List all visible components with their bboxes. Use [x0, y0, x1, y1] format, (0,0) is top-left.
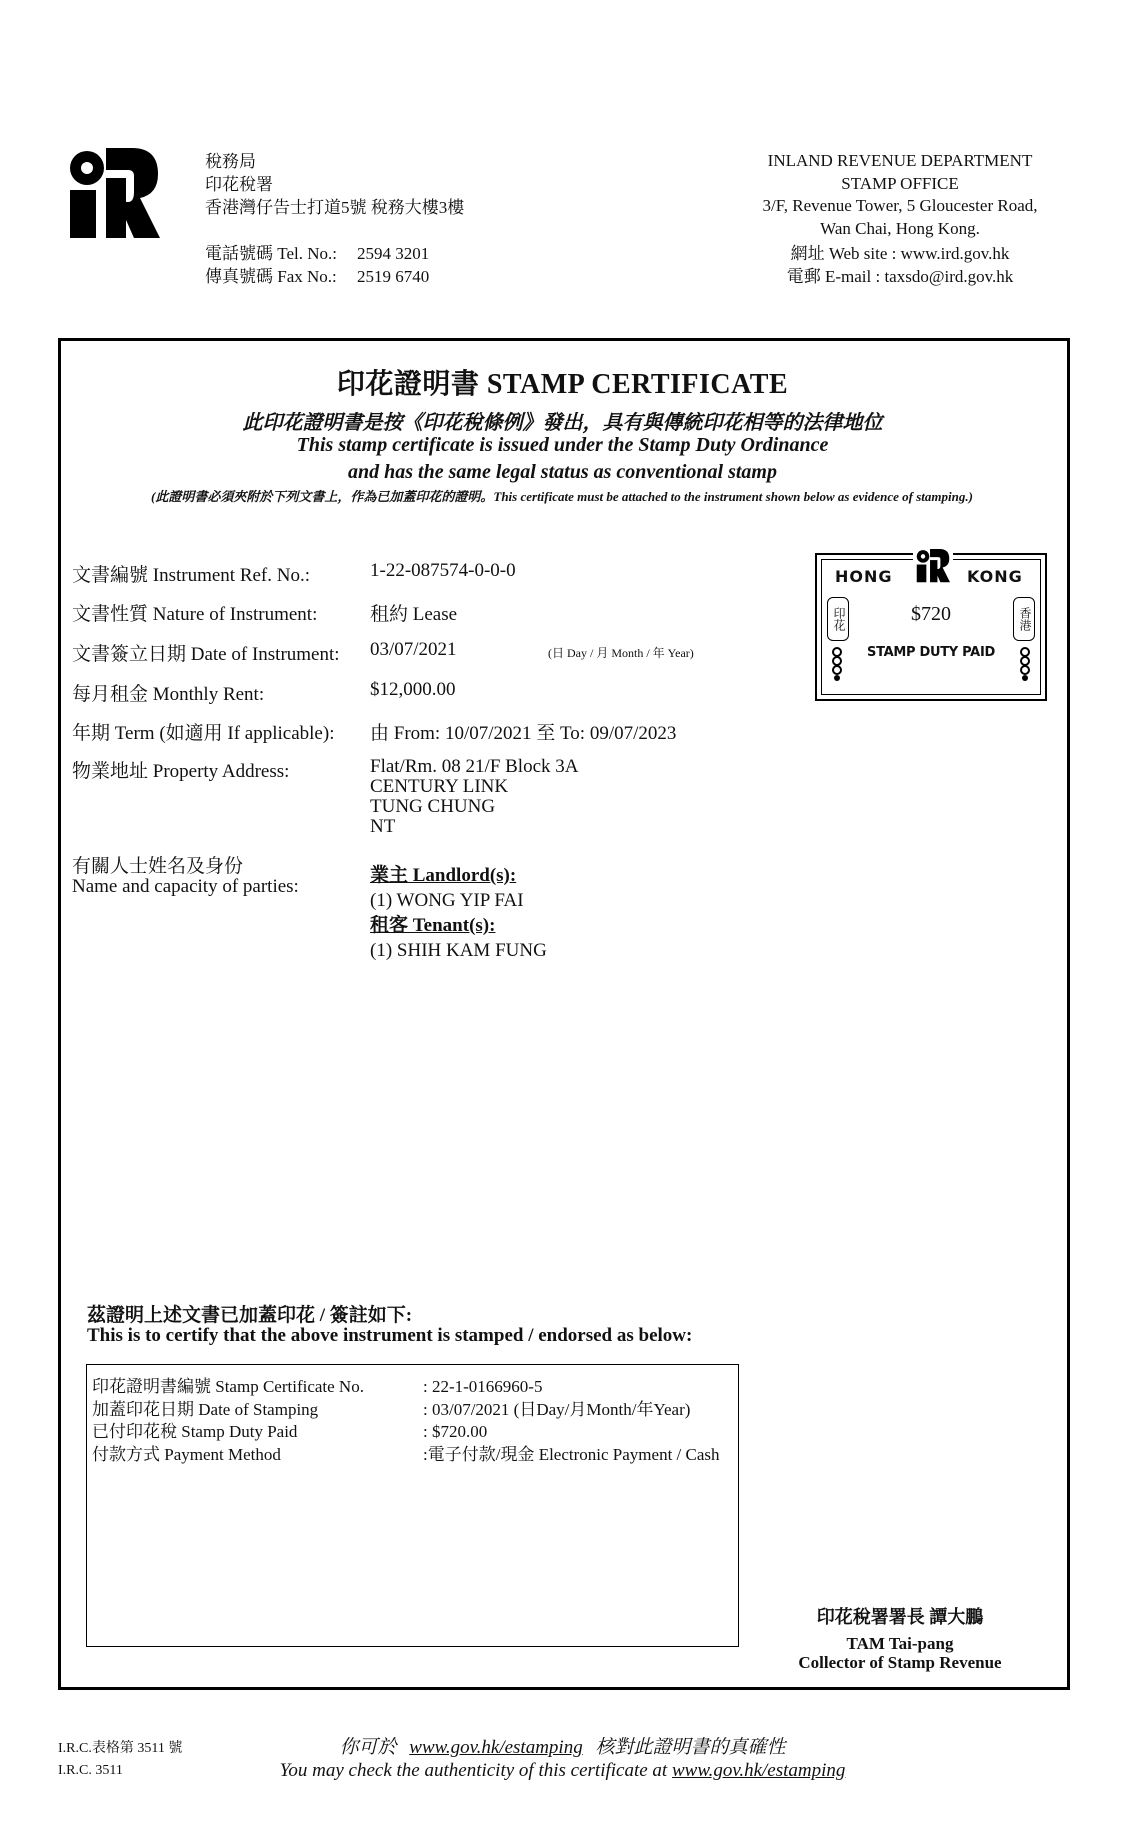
landlord-name: (1) WONG YIP FAI	[370, 890, 524, 911]
date-format-hint: (日 Day / 月 Month / 年 Year)	[548, 646, 694, 660]
form-number-zh: I.R.C.表格第 3511 號	[58, 1741, 183, 1756]
stamping-details-box	[86, 1364, 739, 1647]
office-zh-line1: 稅務局	[205, 152, 256, 171]
subtitle-en-line1: This stamp certificate is issued under the Stamp Duty Ordinance	[296, 434, 829, 456]
email: 電郵 E-mail : taxsdo@ird.gov.hk	[786, 266, 1014, 286]
website: 網址 Web site : www.ird.gov.hk	[790, 244, 1010, 263]
address-line-1: Flat/Rm. 08 21/F Block 3A	[370, 756, 579, 777]
term-label: 年期 Term (如適用 If applicable):	[72, 723, 335, 744]
ref-label: 文書編號 Instrument Ref. No.:	[72, 565, 311, 586]
field-rent	[0, 679, 760, 705]
duty-paid-label: 已付印花稅 Stamp Duty Paid	[92, 1422, 298, 1441]
fax-label: 傳真號碼 Fax No.:	[205, 267, 337, 286]
parties-label-en: Name and capacity of parties:	[72, 876, 299, 897]
address-label: 物業地址 Property Address:	[72, 761, 290, 782]
attachment-note: (此證明書必須夾附於下列文書上，作為已加蓋印花的證明。This certificate must be attached to the instrument shown below as evidence of stamping.)	[151, 489, 973, 504]
form-number-en: I.R.C. 3511	[58, 1763, 123, 1778]
department-name: INLAND REVENUE DEPARTMENT	[767, 151, 1033, 170]
cert-no-label: 印花證明書編號 Stamp Certificate No.	[92, 1377, 364, 1396]
collector-title: Collector of Stamp Revenue	[798, 1653, 1002, 1672]
office-address-line2: Wan Chai, Hong Kong.	[820, 218, 980, 238]
office-zh-address: 香港灣仔告士打道5號 稅務大樓3樓	[205, 198, 465, 217]
cert-no-row	[92, 1375, 732, 1398]
authenticity-zh-post: 核對此證明書的真確性	[595, 1737, 786, 1758]
payment-method-label: 付款方式 Payment Method	[92, 1444, 281, 1464]
payment-method-value: :電子付款/現金 Electronic Payment / Cash	[423, 1444, 720, 1464]
landlord-heading: 業主 Landlord(s):	[370, 865, 517, 886]
subtitle-en-line2: and has the same legal status as conventional stamp	[348, 461, 777, 483]
stamp-amount: $720	[911, 603, 951, 625]
nature-label: 文書性質 Nature of Instrument:	[72, 604, 318, 625]
stamping-date-row	[92, 1398, 732, 1421]
stamp-right-chars: 香港	[1018, 607, 1032, 631]
authenticity-zh	[0, 1732, 1125, 1759]
office-zh-line2: 印花稅署	[205, 175, 273, 194]
stamp-hong: HONG	[835, 567, 893, 586]
authenticity-en	[0, 1760, 1125, 1782]
collector-name: TAM Tai-pang	[846, 1634, 954, 1653]
parties-label-zh: 有關人士姓名及身份	[72, 856, 244, 877]
address-line-4: NT	[370, 816, 396, 837]
certificate-title: 印花證明書 STAMP CERTIFICATE	[336, 369, 789, 400]
duty-paid-value: : $720.00	[423, 1422, 488, 1441]
header-right	[740, 150, 1060, 240]
stamp-paid-text: STAMP DUTY PAID	[867, 645, 995, 660]
stamp-logo-icon	[913, 549, 953, 583]
address-line-3: TUNG CHUNG	[370, 796, 496, 817]
term-value: 由 From: 10/07/2021 至 To: 09/07/2023	[370, 723, 677, 744]
stamping-date-value: : 03/07/2021 (日Day/月Month/年Year)	[423, 1399, 691, 1419]
header-left	[205, 150, 464, 219]
field-term	[0, 718, 760, 744]
field-date	[0, 639, 760, 665]
subtitle-zh: 此印花證明書是按《印花稅條例》發出，具有與傳統印花相等的法律地位	[242, 412, 883, 434]
stamping-date-label: 加蓋印花日期 Date of Stamping	[92, 1399, 319, 1419]
tenant-heading: 租客 Tenant(s):	[370, 915, 496, 936]
stamping-details	[92, 1375, 732, 1465]
fax-value: 2519 6740	[357, 267, 430, 286]
stamp-left-chars: 印花	[832, 607, 846, 631]
estamping-link-zh[interactable]: www.gov.hk/estamping	[409, 1737, 583, 1758]
ref-value: 1-22-087574-0-0-0	[370, 560, 516, 581]
stamp-kong: KONG	[967, 567, 1023, 586]
office-name: STAMP OFFICE	[841, 173, 959, 193]
tel-value: 2594 3201	[357, 244, 430, 263]
authenticity-en-pre: You may check the authenticity of this certificate at	[279, 1760, 668, 1781]
tel-label: 電話號碼 Tel. No.:	[205, 244, 337, 263]
field-address	[0, 756, 760, 846]
ird-logo	[66, 148, 162, 240]
contact-left	[205, 242, 465, 288]
date-value: 03/07/2021	[370, 639, 457, 660]
field-parties	[0, 857, 760, 977]
estamping-link-en[interactable]: www.gov.hk/estamping	[671, 1760, 846, 1781]
certify-zh: 茲證明上述文書已加蓋印花 / 簽註如下:	[87, 1305, 413, 1326]
authenticity-zh-pre: 你可於	[339, 1737, 397, 1758]
payment-method-row	[92, 1443, 732, 1466]
collector-zh: 印花稅署署長 譚大鵬	[816, 1607, 984, 1627]
rent-label: 每月租金 Monthly Rent:	[72, 684, 265, 705]
stamp-duty-paid-stamp	[815, 553, 1047, 701]
cert-no-value: : 22-1-0166960-5	[423, 1377, 543, 1396]
office-address-line1: 3/F, Revenue Tower, 5 Gloucester Road,	[762, 196, 1038, 215]
tenant-name: (1) SHIH KAM FUNG	[370, 940, 547, 961]
date-label: 文書簽立日期 Date of Instrument:	[72, 644, 340, 665]
address-line-2: CENTURY LINK	[370, 776, 509, 797]
rent-value: $12,000.00	[370, 679, 456, 700]
field-ref	[0, 560, 760, 586]
contact-right	[740, 243, 1060, 288]
address-lines	[370, 757, 579, 837]
certify-en: This is to certify that the above instrument is stamped / endorsed as below:	[87, 1325, 693, 1346]
nature-value: 租約 Lease	[370, 604, 458, 625]
field-nature	[0, 599, 760, 625]
duty-paid-row	[92, 1420, 732, 1443]
